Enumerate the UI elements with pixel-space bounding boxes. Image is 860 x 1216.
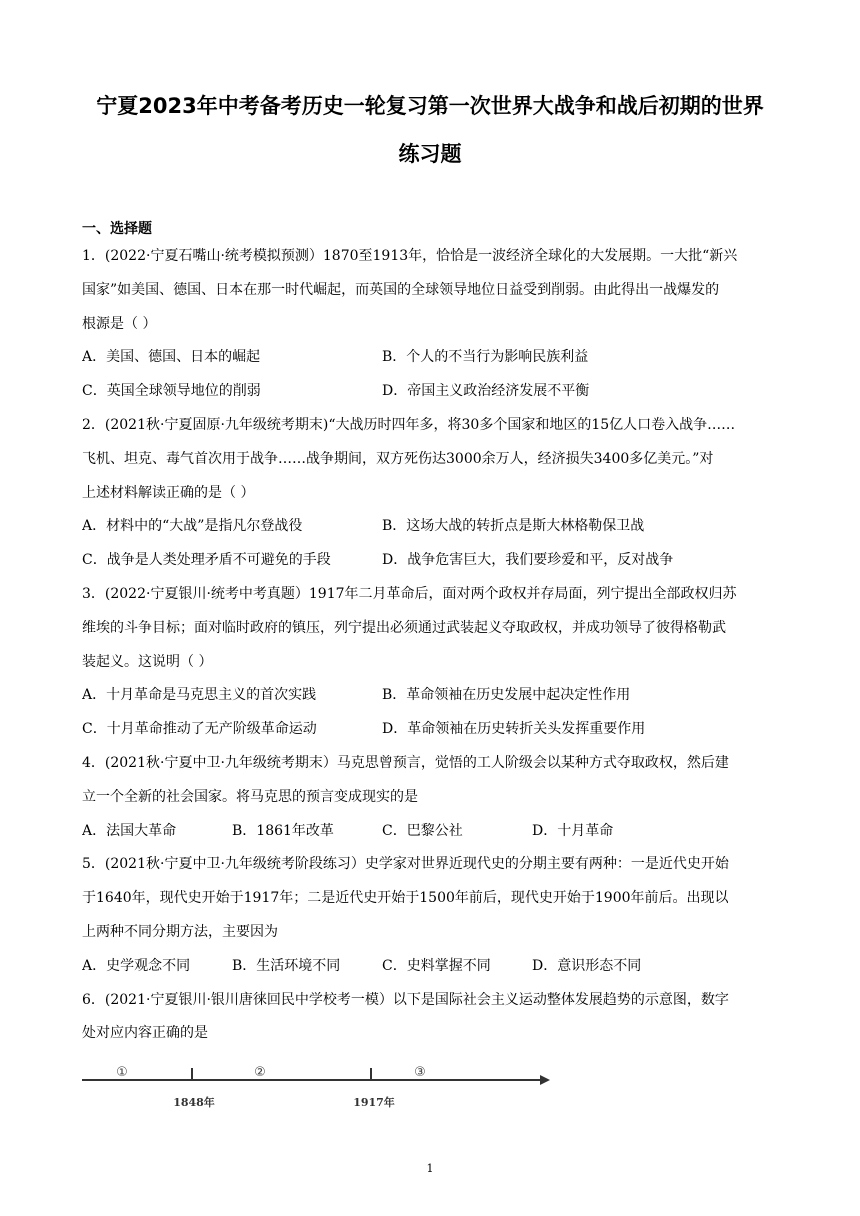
option-b[interactable]: B．1861年改革 [232, 822, 334, 839]
option-b[interactable]: B．革命领袖在历史发展中起决定性作用 [382, 687, 631, 704]
question-text-line: 4．(2021秋·宁夏中卫·九年级统考期末）马克思曾预言，觉悟的工人阶级会以某种方式夺取政权，然后建 [82, 754, 729, 771]
option-b[interactable]: B．个人的不当行为影响民族利益 [382, 349, 589, 366]
option-a[interactable]: A．史学观念不同 [82, 957, 191, 974]
page-title [60, 82, 800, 178]
option-b[interactable]: B．这场大战的转折点是斯大林格勒保卫战 [382, 518, 645, 535]
question-text-line: 上两种不同分期方法，主要因为 [82, 923, 278, 940]
timeline-marker-3: ③ [414, 1065, 426, 1080]
question-2 [82, 409, 782, 578]
option-d[interactable]: D．战争危害巨大，我们要珍爱和平，反对战争 [382, 552, 674, 569]
question-text-line: 根源是（ ） [82, 315, 157, 332]
option-a[interactable]: A．美国、德国、日本的崛起 [82, 349, 261, 366]
question-3 [82, 578, 782, 747]
question-list [82, 240, 782, 1051]
question-1 [82, 240, 782, 409]
option-row [82, 713, 782, 747]
option-b[interactable]: B．生活环境不同 [232, 957, 341, 974]
question-text-line: 上述材料解读正确的是（ ） [82, 484, 255, 501]
option-row [82, 815, 782, 849]
question-text-line: 立一个全新的社会国家。将马克思的预言变成现实的是 [82, 788, 418, 805]
option-row [82, 950, 782, 984]
title-line-2: 练习题 [398, 142, 462, 166]
option-row [82, 544, 782, 578]
question-6 [82, 984, 782, 1052]
question-text-line: 3．(2022·宁夏银川·统考中考真题）1917年二月革命后，面对两个政权并存局面，列宁提出全部政权归苏 [82, 585, 737, 602]
option-a[interactable]: A．法国大革命 [82, 822, 177, 839]
option-row [82, 375, 782, 409]
title-line-1: 宁夏2023年中考备考历史一轮复习第一次世界大战争和战后初期的世界 [96, 94, 764, 118]
option-d[interactable]: D．十月革命 [532, 822, 614, 839]
timeline-year-1917: 1917年 [353, 1096, 395, 1109]
option-c[interactable]: C．英国全球领导地位的削弱 [82, 383, 261, 400]
option-c[interactable]: C．巴黎公社 [382, 822, 463, 839]
question-4 [82, 747, 782, 848]
question-text-line: 于1640年，现代史开始于1917年；二是近代史开始于1500年前后，现代史开始于1900年前后。出现以 [82, 890, 729, 907]
question-text-line: 飞机、坦克、毒气首次用于战争……战争期间，双方死伤达3000余万人，经济损失3400多亿美元。”对 [82, 450, 714, 467]
option-d[interactable]: D．帝国主义政治经济发展不平衡 [382, 383, 590, 400]
option-c[interactable]: C．史料掌握不同 [382, 957, 491, 974]
option-a[interactable]: A．十月革命是马克思主义的首次实践 [82, 687, 317, 704]
option-a[interactable]: A．材料中的“大战”是指凡尔登战役 [82, 518, 303, 535]
option-d[interactable]: D．革命领袖在历史转折关头发挥重要作用 [382, 721, 646, 738]
question-text-line: 5．(2021秋·宁夏中卫·九年级统考阶段练习）史学家对世界近现代史的分期主要有两种：一是近代史开始 [82, 856, 729, 873]
option-c[interactable]: C．十月革命推动了无产阶级革命运动 [82, 721, 317, 738]
option-c[interactable]: C．战争是人类处理矛盾不可避免的手段 [82, 552, 331, 569]
question-text-line: 维埃的斗争目标；面对临时政府的镇压，列宁提出必须通过武装起义夺取政权，并成功领导了彼得格勒武 [82, 619, 726, 636]
section-heading: 一、选择题 [82, 221, 152, 237]
timeline-marker-1: ① [116, 1065, 128, 1080]
question-text-line: 装起义。这说明（ ） [82, 653, 213, 670]
timeline-year-1848: 1848年 [173, 1096, 215, 1109]
question-text-line: 处对应内容正确的是 [82, 1025, 208, 1042]
timeline-marker-2: ② [254, 1065, 266, 1080]
timeline-arrowhead [540, 1075, 550, 1085]
page-number: 1 [426, 1162, 434, 1175]
option-d[interactable]: D．意识形态不同 [532, 957, 642, 974]
question-text-line: 1．(2022·宁夏石嘴山·统考模拟预测）1870至1913年，恰恰是一波经济全球化的大发展期。一大批“新兴 [82, 248, 738, 264]
option-row [82, 341, 782, 375]
question-5 [82, 848, 782, 983]
question-text-line: 国家”如美国、德国、日本在那一时代崛起，而英国的全球领导地位日益受到削弱。由此得出一战爆发的 [82, 281, 720, 298]
option-row [82, 679, 782, 713]
timeline-diagram [82, 1058, 552, 1118]
question-text-line: 6．(2021·宁夏银川·银川唐徕回民中学校考一模）以下是国际社会主义运动整体发展趋势的示意图，数字 [82, 991, 729, 1008]
question-text-line: 2．(2021秋·宁夏固原·九年级统考期末)“大战历时四年多，将30多个国家和地区的15亿人口卷入战争…… [82, 416, 736, 433]
option-row [82, 510, 782, 544]
